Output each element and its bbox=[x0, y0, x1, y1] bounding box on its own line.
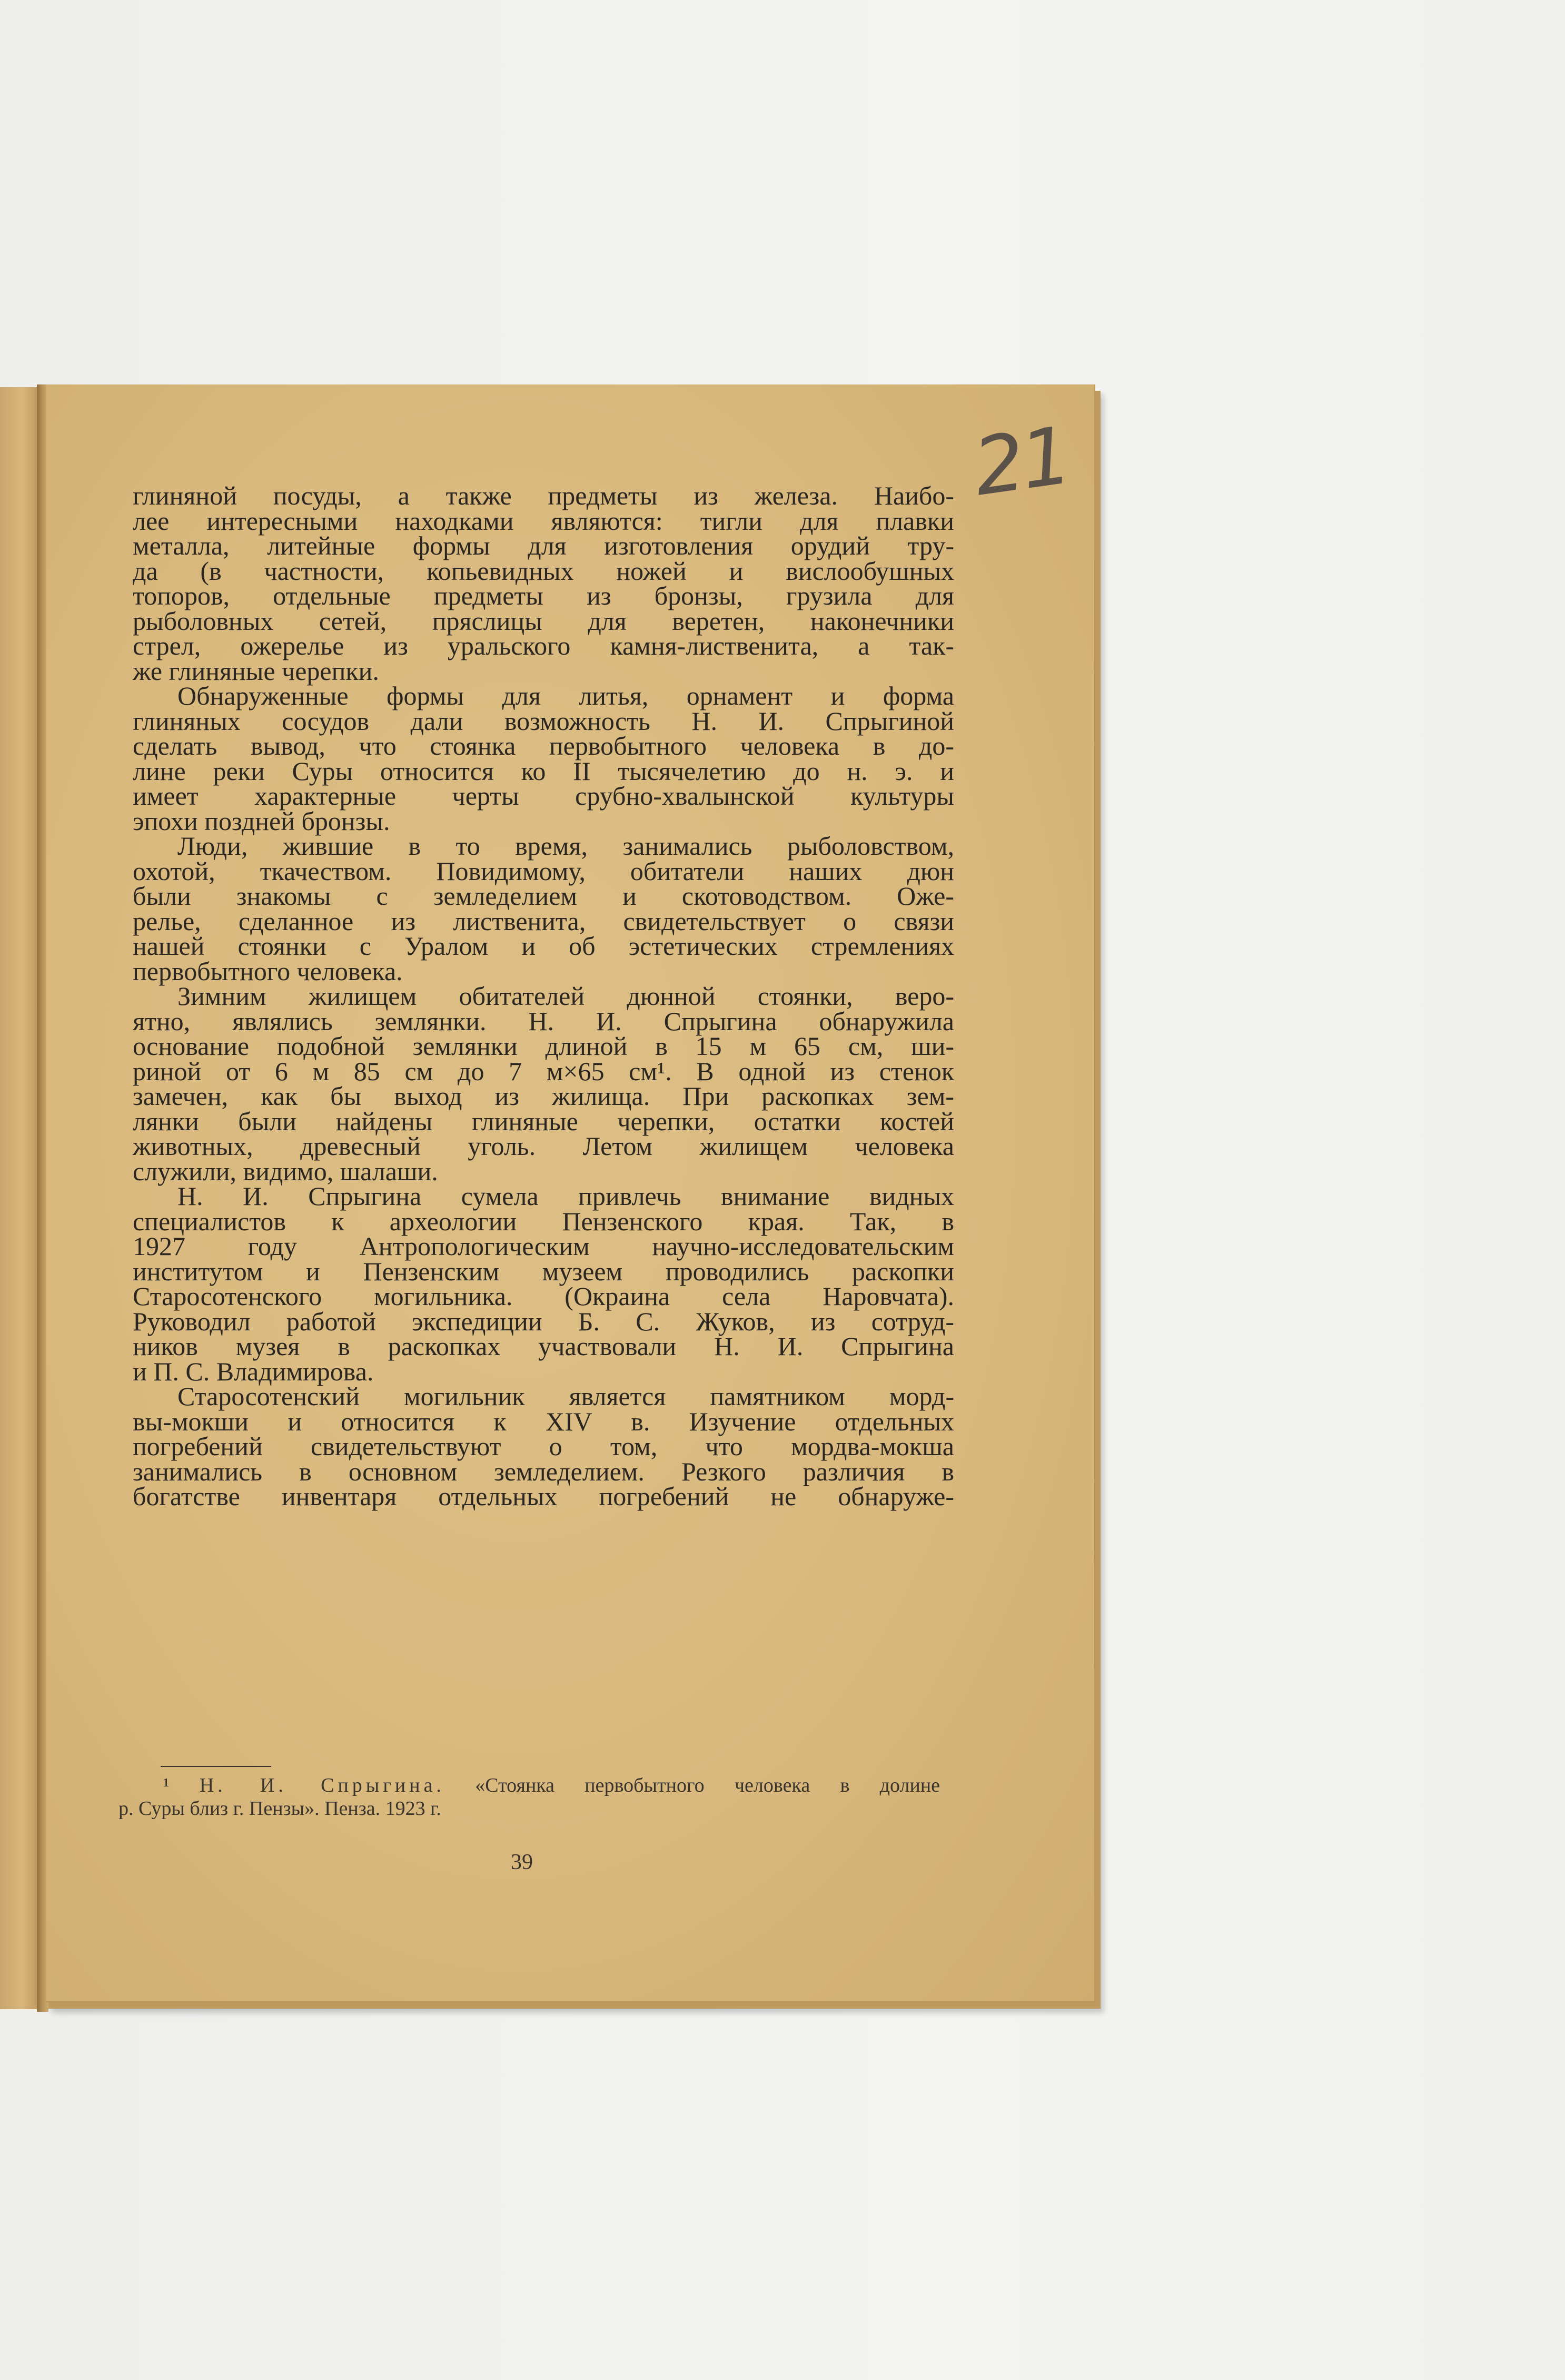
text-line: богатстве инвентаря отдельных погребений не обнаруже- bbox=[133, 1482, 954, 1511]
text-line: ятно, являлись землянки. Н. И. Спрыгина обнаружила bbox=[133, 1006, 954, 1036]
text-line: глиняной посуды, а также предметы из железа. Наибо- bbox=[133, 481, 954, 510]
text-line: институтом и Пензенским музеем проводились раскопки bbox=[133, 1256, 954, 1286]
text-line: релье, сделанное из лиственита, свидетельствует о связи bbox=[133, 906, 954, 936]
text-line: и П. С. Владимирова. bbox=[133, 1356, 374, 1386]
text-line: глиняных сосудов дали возможность Н. И. Спрыгиной bbox=[133, 706, 954, 736]
text-line: сделать вывод, что стоянка первобытного человека в до- bbox=[133, 731, 954, 761]
handwritten-folio-number: 21 bbox=[968, 410, 1075, 514]
footnote-line-1: ¹ Н. И. Спрыгина. «Стоянка первобытного человека в долине bbox=[163, 1774, 940, 1796]
text-line: топоров, отдельные предметы из бронзы, грузила для bbox=[133, 581, 954, 610]
text-line: животных, древесный уголь. Летом жилищем человека bbox=[133, 1131, 954, 1161]
text-line: лее интересными находками являются: тигли для плавки bbox=[133, 506, 954, 536]
text-line: стрел, ожерелье из уральского камня-лиственита, а так- bbox=[133, 631, 954, 660]
text-line: эпохи поздней бронзы. bbox=[133, 806, 390, 836]
text-line: первобытного человека. bbox=[133, 956, 403, 986]
text-line: же глиняные черепки. bbox=[133, 656, 379, 686]
text-line: имеет характерные черты срубно-хвалынской культуры bbox=[133, 781, 954, 811]
text-line: риной от 6 м 85 см до 7 м×65 см¹. В одной из стенок bbox=[133, 1056, 954, 1086]
text-line: ников музея в раскопках участвовали Н. И. Спрыгина bbox=[133, 1331, 954, 1361]
facing-page-edge bbox=[0, 387, 38, 2009]
page-number: 39 bbox=[511, 1850, 533, 1874]
text-line: да (в частности, копьевидных ножей и вислообушных bbox=[133, 556, 954, 586]
text-line: замечен, как бы выход из жилища. При раскопках зем- bbox=[133, 1081, 954, 1111]
text-line: лянки были найдены глиняные черепки, остатки костей bbox=[133, 1106, 954, 1136]
text-line: Старосотенского могильника. (Окраина села Наровчата). bbox=[133, 1281, 954, 1311]
text-line: Н. И. Спрыгина сумела привлечь внимание видных bbox=[177, 1181, 954, 1211]
text-line: металла, литейные формы для изготовления орудий тру- bbox=[133, 531, 954, 560]
text-line: Зимним жилищем обитателей дюнной стоянки, веро- bbox=[177, 981, 954, 1011]
text-line: охотой, ткачеством. Повидимому, обитатели наших дюн bbox=[133, 856, 954, 886]
footnote-rule bbox=[161, 1766, 271, 1767]
text-line: были знакомы с земледелием и скотоводством. Оже- bbox=[133, 881, 954, 911]
footnote bbox=[118, 1774, 940, 1820]
text-line: рыболовных сетей, пряслицы для веретен, наконечники bbox=[133, 606, 954, 636]
text-line: 1927 году Антропологическим научно-исследовательским bbox=[133, 1231, 954, 1261]
text-line: Обнаруженные формы для литья, орнамент и форма bbox=[177, 681, 954, 710]
text-line: Старосотенский могильник является памятником морд- bbox=[177, 1381, 954, 1411]
text-line: нашей стоянки с Уралом и об эстетических стремлениях bbox=[133, 931, 954, 961]
text-line: основание подобной землянки длиной в 15 м 65 см, ши- bbox=[133, 1031, 954, 1061]
text-line: служили, видимо, шалаши. bbox=[133, 1156, 438, 1186]
text-line: Руководил работой экспедиции Б. С. Жуков, из сотруд- bbox=[133, 1306, 954, 1336]
text-line: лине реки Суры относится ко II тысячелетию до н. э. и bbox=[133, 756, 954, 786]
footnote-line-2: р. Суры близ г. Пензы». Пенза. 1923 г. bbox=[118, 1798, 441, 1820]
text-line: погребений свидетельствуют о том, что мордва-мокша bbox=[133, 1431, 954, 1461]
text-line: вы-мокши и относится к XIV в. Изучение отдельных bbox=[133, 1406, 954, 1436]
text-line: специалистов к археологии Пензенского края. Так, в bbox=[133, 1206, 954, 1236]
text-line: Люди, жившие в то время, занимались рыболовством, bbox=[177, 831, 954, 861]
text-line: занимались в основном земледелием. Резкого различия в bbox=[133, 1456, 954, 1486]
